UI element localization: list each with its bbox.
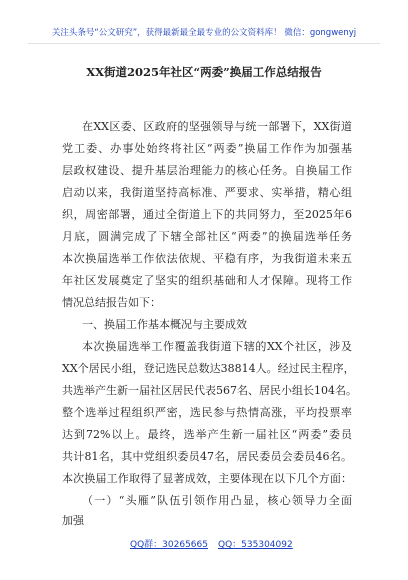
- body-line: 织，周密部署，通过全街道上下的共同努力，至2025年6: [62, 208, 352, 221]
- footer-qq-group[interactable]: QQ群：30265665: [130, 540, 208, 550]
- header-note: 关注头条号“公文研究”，获得最新最全最专业的公文资料库！ 微信：gongwenyj: [51, 28, 357, 38]
- body-line: 本次换届选举工作依法依规、平稳有序，为我街道未来五: [62, 252, 352, 265]
- body-line: 情况总结报告如下：: [62, 296, 161, 309]
- body-line: 月底，圆满完成了下辖全部社区“两委”的换届选举任务: [62, 230, 352, 243]
- body-line: 共计81名，其中党组织委员47名，居民委员会委员46名。: [62, 450, 352, 463]
- body-line: 共选举产生新一届社区居民代表567名、居民小组长104名。: [62, 384, 357, 397]
- body-line: 本次换届选举工作覆盖我街道下辖的XX个社区，涉及: [82, 340, 352, 353]
- body-line: 党工委、办事处始终将社区“两委”换届工作作为加强基: [62, 142, 352, 155]
- body-line: 启动以来，我街道坚持高标准、严要求、实举措，精心组: [62, 186, 352, 199]
- body-line: 整个选举过程组织严密，选民参与热情高涨，平均投票率: [62, 406, 352, 419]
- header-divider: [28, 43, 380, 44]
- body-line: 在XX区委、区政府的坚强领导与统一部署下，XX街道: [82, 120, 352, 133]
- body-line: 本次换届工作取得了显著成效，主要体现在以下几个方面：: [62, 472, 352, 485]
- body-line: 年社区发展奠定了坚实的组织基础和人才保障。现将工作: [62, 274, 352, 287]
- body-line: XX个居民小组，登记选民总数达38814人。经过民主程序，: [62, 362, 355, 375]
- footer-qq[interactable]: QQ：535304092: [218, 540, 293, 550]
- document-title: XX街道2025年社区“两委”换届工作总结报告: [86, 65, 322, 79]
- body-line: 加强: [62, 514, 84, 527]
- section-heading: 一、换届工作基本概况与主要成效: [82, 318, 247, 331]
- subsection-heading: （一）“头雁”队伍引领作用凸显，核心领导力全面: [82, 494, 352, 507]
- body-line: 达到72%以上。最终，选举产生新一届社区“两委”委员: [62, 428, 352, 441]
- body-line: 层政权建设、提升基层治理能力的核心任务。自换届工作: [62, 164, 352, 177]
